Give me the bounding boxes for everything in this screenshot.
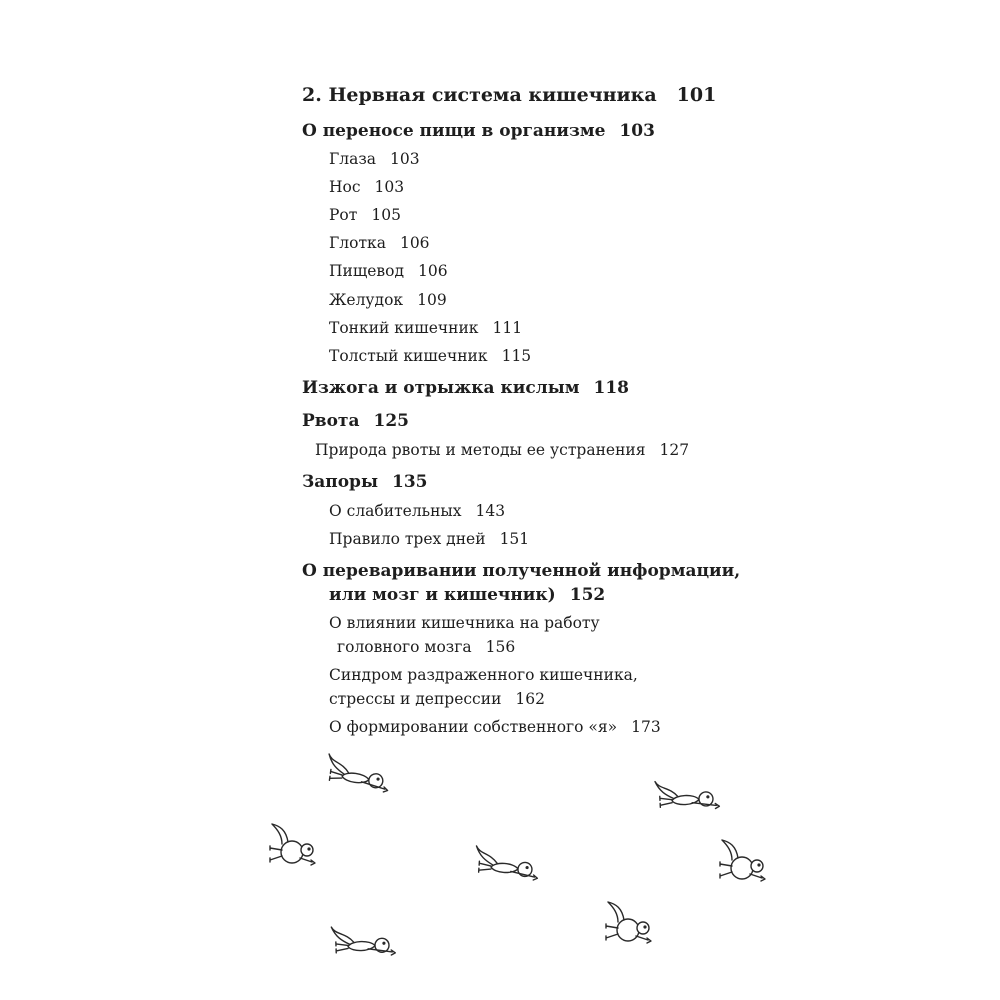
toc-page: 105 [371,206,401,224]
toc-page: 115 [501,347,532,365]
flying-figure [720,840,765,881]
toc-title-continued: или мозг и кишечник) [329,585,556,605]
toc-page: 111 [492,319,523,337]
toc-title: Синдром раздраженного кишечника, [329,666,638,684]
toc-title-continued: стрессы и депрессии [329,690,502,708]
toc-page: 162 [515,690,545,708]
toc-title: О переваривании полученной информации, [302,561,741,581]
toc-title: Природа рвоты и методы ее устранения [315,441,646,459]
toc-title: Рвота [302,411,360,431]
toc-title-continued: головного мозга [337,638,472,656]
toc-title: О переносе пищи в организме [302,121,606,141]
toc-title: Глотка [329,234,386,252]
toc-page: 106 [418,262,448,280]
flying-figure [270,824,315,865]
toc-page: 103 [390,150,420,168]
toc-page: 106 [399,234,430,252]
toc-title: Пищевод [329,262,405,280]
toc-page: 152 [569,585,606,605]
toc-title: Толстый кишечник [329,347,488,365]
toc-title: Рот [329,206,358,224]
toc-page: 143 [475,502,506,520]
flying-figure [655,778,719,811]
toc-title: Глаза [329,150,377,168]
toc-page: 103 [374,178,405,196]
toc-title: Запоры [302,472,378,492]
flying-figure [331,925,395,957]
toc-title: О слабительных [329,502,462,520]
toc-page: 151 [499,530,530,548]
toc-page: 127 [659,441,690,459]
chapter-page: 101 [676,84,717,106]
toc-title: Желудок [329,291,404,309]
toc-page: 156 [485,638,516,656]
toc-page: 135 [392,472,428,492]
flying-figure [325,754,392,792]
toc-title: Правило трех дней [329,530,486,548]
toc-page: 118 [593,378,630,398]
toc-page: 125 [373,411,409,431]
toc-title: О влиянии кишечника на работу [329,614,600,632]
toc-title: Нос [329,178,361,196]
toc-page: 103 [619,121,655,141]
toc-title: Тонкий кишечник [329,319,479,337]
chapter-title: 2. Нервная система кишечника [302,84,657,106]
toc-title: О формировании собственного «я» [329,718,618,736]
flying-figure [606,902,651,943]
flying-figure [474,846,539,880]
toc-page: 109 [417,291,447,309]
toc-title: Изжога и отрыжка кислым [302,378,580,398]
toc-page: 173 [631,718,661,736]
